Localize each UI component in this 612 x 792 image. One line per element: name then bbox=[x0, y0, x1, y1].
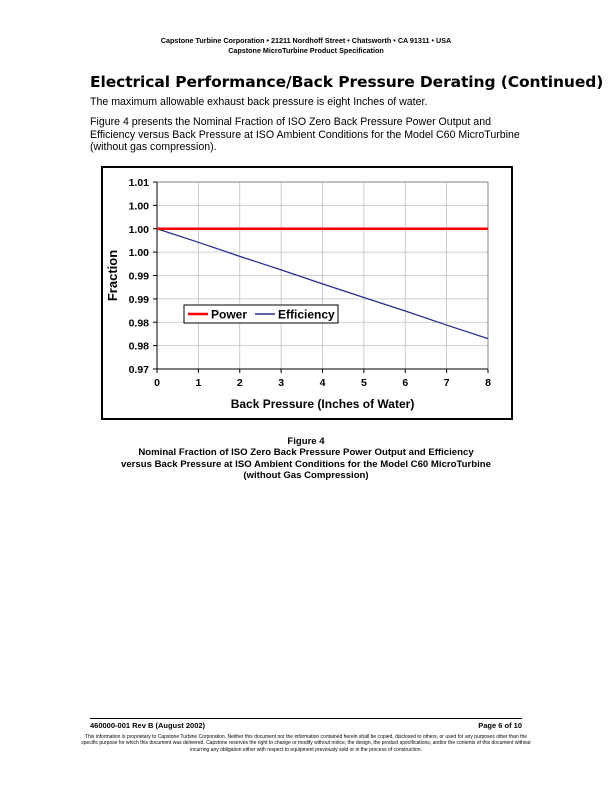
chart-frame bbox=[101, 166, 513, 420]
footer-disclaimer: This information is proprietary to Capstone Turbine Corporation. Neither this document nor the information contained herein shall be copied, disclosed to others, or used for any purposes other than the specific purpose for which this document was delivered. Capstone reserves the right to change or modify without notice, the design, the product specifications, and/or the contents of this document without incurring any obligation either with respect to equipment previously sold or in the process of construction. bbox=[81, 734, 531, 753]
footer-page-number: Page 6 of 10 bbox=[478, 721, 522, 730]
footer-doc-number: 460000-001 Rev B (August 2002) bbox=[90, 721, 206, 730]
x-tick-label: 1 bbox=[195, 377, 202, 389]
figure-caption-line-1: Nominal Fraction of ISO Zero Back Pressure Power Output and Efficiency bbox=[138, 447, 474, 459]
x-tick-label: 4 bbox=[319, 377, 326, 389]
figure-caption-line-3: (without Gas Compression) bbox=[243, 470, 369, 482]
chart-grid bbox=[157, 182, 488, 369]
header-address-line: Capstone Turbine Corporation • 21211 Nordhoff Street • Chatsworth • CA 91311 • USA bbox=[160, 36, 452, 45]
chart-legend bbox=[184, 305, 338, 323]
y-tick-label: 1.00 bbox=[128, 223, 149, 236]
x-tick-label: 0 bbox=[154, 377, 160, 389]
y-tick-label: 0.97 bbox=[128, 364, 149, 376]
y-tick-label: 0.98 bbox=[128, 340, 149, 353]
footer-divider bbox=[90, 718, 522, 719]
x-axis-label: Back Pressure (Inches of Water) bbox=[230, 397, 415, 411]
section-title: Electrical Performance/Back Pressure Derating (Continued) bbox=[90, 73, 604, 91]
figure-caption-label: Figure 4 bbox=[287, 436, 325, 447]
legend-label-power: Power bbox=[211, 307, 248, 322]
chart-axes bbox=[153, 182, 488, 373]
y-tick-label: 0.99 bbox=[128, 293, 149, 306]
y-tick-label: 1.01 bbox=[128, 177, 149, 189]
y-axis-label: Fraction bbox=[105, 249, 120, 302]
header-spec-title: Capstone MicroTurbine Product Specification bbox=[228, 46, 384, 55]
x-tick-label: 3 bbox=[278, 377, 285, 389]
x-tick-label: 2 bbox=[236, 377, 243, 389]
paragraph-max-back-pressure: The maximum allowable exhaust back pressure is eight Inches of water. bbox=[90, 96, 428, 108]
y-tick-label: 1.00 bbox=[128, 247, 149, 260]
x-tick-label: 5 bbox=[360, 377, 367, 389]
figure-caption bbox=[0, 436, 612, 482]
line-chart bbox=[103, 168, 511, 418]
x-tick-label: 8 bbox=[485, 377, 491, 389]
paragraph-figure-intro: Figure 4 presents the Nominal Fraction of ISO Zero Back Pressure Power Output and Efficiency versus Back Pressure at ISO Ambient Conditions for the Model C60 MicroTurbine (without gas compression). bbox=[90, 116, 520, 154]
legend-label-efficiency: Efficiency bbox=[278, 307, 335, 322]
y-tick-label: 0.99 bbox=[128, 270, 149, 283]
y-tick-label: 0.98 bbox=[128, 317, 149, 330]
chart-tick-labels bbox=[129, 177, 492, 389]
x-tick-label: 7 bbox=[443, 377, 450, 389]
x-tick-label: 6 bbox=[402, 377, 409, 389]
y-tick-label: 1.00 bbox=[128, 200, 149, 213]
figure-caption-line-2: versus Back Pressure at ISO Ambient Conditions for the Model C60 MicroTurbine bbox=[121, 458, 491, 470]
